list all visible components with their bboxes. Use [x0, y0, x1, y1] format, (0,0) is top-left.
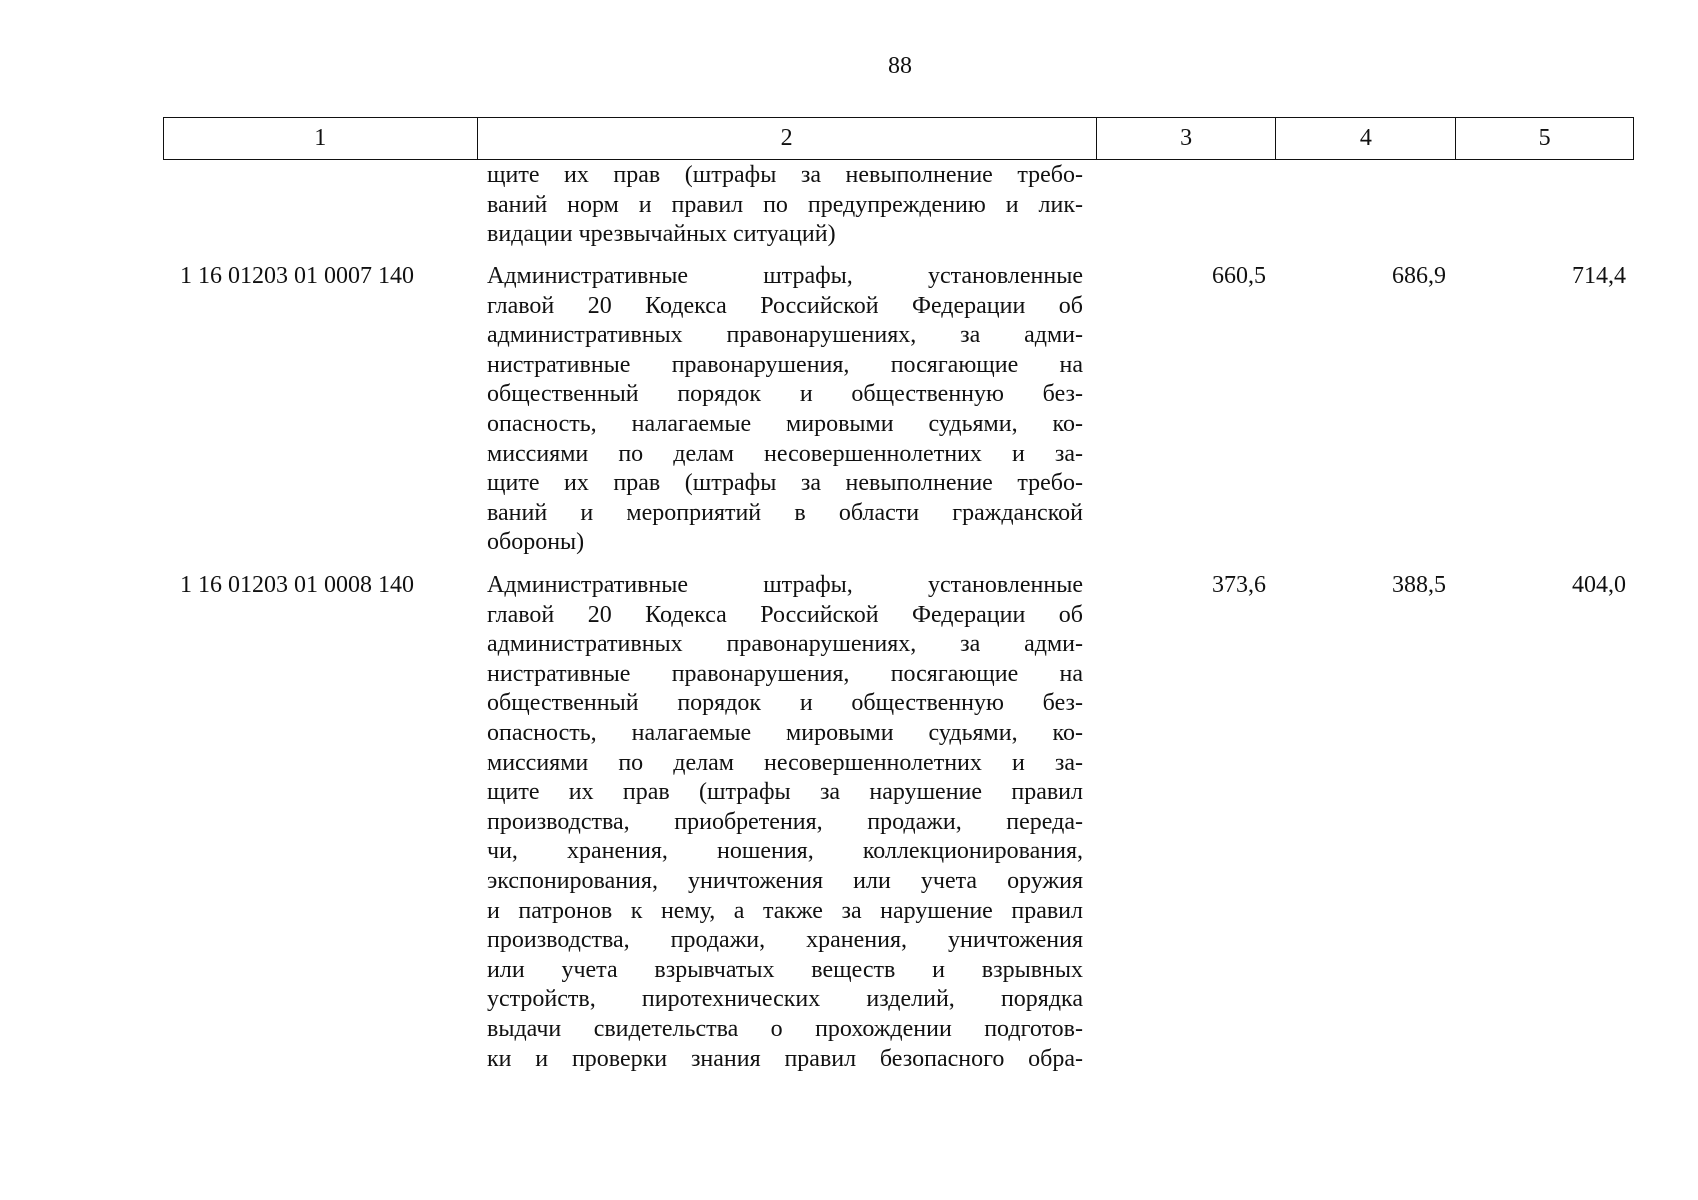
description-line: экспонирования, уничтожения или учета оружия	[487, 867, 1083, 894]
description-line: производства, приобретения, продажи, переда-	[487, 808, 1083, 835]
description-line: ки и проверки знания правил безопасного обра-	[487, 1045, 1083, 1072]
description-line: чи, хранения, ношения, коллекционирования,	[487, 838, 1083, 865]
description-line: Административные штрафы, установленные	[487, 263, 1083, 289]
description-line: главой 20 Кодекса Российской Федерации об	[487, 601, 1083, 628]
budget-code: 1 16 01203 01 0008 140	[180, 572, 414, 598]
description-line: выдачи свидетельства о прохождении подготов-	[487, 1015, 1083, 1042]
description-line: миссиями по делам несовершеннолетних и за-	[487, 440, 1083, 467]
description-line: ваний норм и правил по предупреждению и лик-	[487, 191, 1083, 218]
value-column-5: 404,0	[1572, 572, 1626, 598]
description-line: Административные штрафы, установленные	[487, 572, 1083, 598]
description-line: нистративные правонарушения, посягающие на	[487, 660, 1083, 687]
description-line: опасность, налагаемые мировыми судьями, ко-	[487, 410, 1083, 437]
description-line: обороны)	[487, 529, 585, 556]
description-line: ваний и мероприятий в области гражданской	[487, 499, 1083, 526]
description-line: миссиями по делам несовершеннолетних и за-	[487, 749, 1083, 776]
description-line: нистративные правонарушения, посягающие на	[487, 351, 1083, 378]
value-column-4: 388,5	[1392, 572, 1446, 598]
description-line: щите их прав (штрафы за невыполнение требо-	[487, 470, 1083, 497]
description-line: административных правонарушениях, за адми-	[487, 322, 1083, 349]
row-description	[487, 262, 1083, 558]
row-description	[487, 571, 1083, 1074]
page-number: 88	[888, 53, 912, 79]
description-line: или учета взрывчатых веществ и взрывных	[487, 956, 1083, 983]
table-column-header	[163, 117, 1634, 160]
value-column-5: 714,4	[1572, 263, 1626, 289]
budget-code: 1 16 01203 01 0007 140	[180, 263, 414, 289]
column-number-3: 3	[1097, 118, 1277, 159]
column-number-2: 2	[478, 118, 1097, 159]
description-line: и патронов к нему, а также за нарушение правил	[487, 897, 1083, 924]
column-number-4: 4	[1276, 118, 1456, 159]
description-line: административных правонарушениях, за адми-	[487, 631, 1083, 658]
continued-description	[487, 161, 1083, 250]
description-line: общественный порядок и общественную без-	[487, 381, 1083, 408]
description-line: главой 20 Кодекса Российской Федерации об	[487, 292, 1083, 319]
description-line: опасность, налагаемые мировыми судьями, ко-	[487, 719, 1083, 746]
description-line: устройств, пиротехнических изделий, порядка	[487, 986, 1083, 1013]
value-column-4: 686,9	[1392, 263, 1446, 289]
description-line: видации чрезвычайных ситуаций)	[487, 221, 836, 248]
column-number-1: 1	[164, 118, 478, 159]
value-column-3: 660,5	[1212, 263, 1266, 289]
description-line: щите их прав (штрафы за невыполнение требо-	[487, 162, 1083, 188]
description-line: производства, продажи, хранения, уничтожения	[487, 927, 1083, 954]
description-line: общественный порядок и общественную без-	[487, 690, 1083, 717]
value-column-3: 373,6	[1212, 572, 1266, 598]
description-line: щите их прав (штрафы за нарушение правил	[487, 779, 1083, 806]
column-number-5: 5	[1538, 125, 1551, 151]
